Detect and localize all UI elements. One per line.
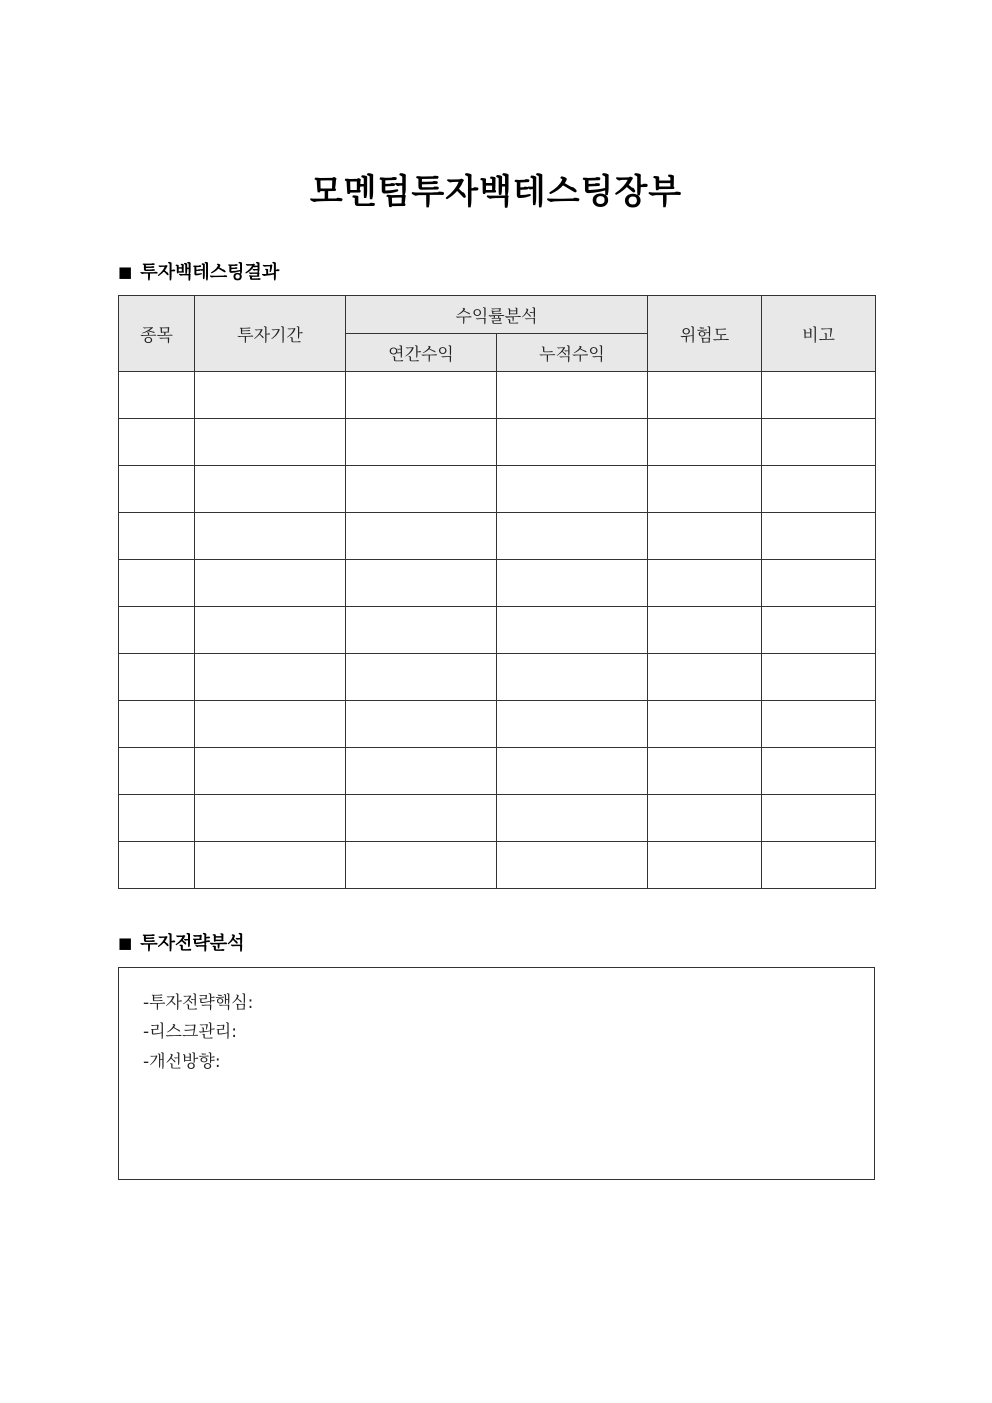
table-cell[interactable] xyxy=(497,419,648,466)
table-cell[interactable] xyxy=(648,466,762,513)
section-heading-strategy xyxy=(118,929,245,955)
table-cell[interactable] xyxy=(648,795,762,842)
table-cell[interactable] xyxy=(497,513,648,560)
table-cell[interactable] xyxy=(648,701,762,748)
note-risk-management: -리스크관리: xyxy=(143,1022,237,1042)
table-cell[interactable] xyxy=(762,654,876,701)
table-cell[interactable] xyxy=(195,795,346,842)
table-cell[interactable] xyxy=(346,466,497,513)
table-cell[interactable] xyxy=(346,748,497,795)
section-label: 투자전략분석 xyxy=(140,933,245,954)
table-cell[interactable] xyxy=(762,842,876,889)
page-title: 모멘텀투자백테스팅장부 xyxy=(309,172,683,212)
table-cell[interactable] xyxy=(195,372,346,419)
table-cell[interactable] xyxy=(648,654,762,701)
table-cell[interactable] xyxy=(497,842,648,889)
header-stock: 종목 xyxy=(119,296,195,372)
table-cell[interactable] xyxy=(648,842,762,889)
table-cell[interactable] xyxy=(497,372,648,419)
table-cell[interactable] xyxy=(762,419,876,466)
table-cell[interactable] xyxy=(195,419,346,466)
table-cell[interactable] xyxy=(346,419,497,466)
table-cell[interactable] xyxy=(648,372,762,419)
table-cell[interactable] xyxy=(195,654,346,701)
table-cell[interactable] xyxy=(762,466,876,513)
square-bullet-icon: ■ xyxy=(118,934,133,952)
table-cell[interactable] xyxy=(497,748,648,795)
table-cell[interactable] xyxy=(648,560,762,607)
table-cell[interactable] xyxy=(497,607,648,654)
table-cell[interactable] xyxy=(119,560,195,607)
header-annual-return: 연간수익 xyxy=(346,334,497,372)
table-cell[interactable] xyxy=(762,701,876,748)
square-bullet-icon: ■ xyxy=(118,263,133,281)
note-strategy-core: -투자전략핵심: xyxy=(143,993,254,1013)
table-cell[interactable] xyxy=(195,513,346,560)
table-cell[interactable] xyxy=(346,372,497,419)
table-cell[interactable] xyxy=(346,654,497,701)
table-row xyxy=(119,654,876,701)
table-row xyxy=(119,513,876,560)
section-label: 투자백테스팅결과 xyxy=(140,262,280,283)
table-cell[interactable] xyxy=(119,654,195,701)
table-cell[interactable] xyxy=(346,513,497,560)
table-cell[interactable] xyxy=(119,748,195,795)
table-row xyxy=(119,560,876,607)
table-cell[interactable] xyxy=(497,701,648,748)
table-row xyxy=(119,701,876,748)
backtest-results-table xyxy=(118,295,876,889)
table-cell[interactable] xyxy=(648,419,762,466)
table-cell[interactable] xyxy=(762,795,876,842)
table-cell[interactable] xyxy=(346,607,497,654)
section-heading-results xyxy=(118,258,279,284)
strategy-notes-box[interactable] xyxy=(118,967,875,1180)
table-row xyxy=(119,372,876,419)
table-cell[interactable] xyxy=(119,466,195,513)
table-row xyxy=(119,795,876,842)
table-cell[interactable] xyxy=(195,842,346,889)
table-cell[interactable] xyxy=(762,560,876,607)
table-row xyxy=(119,842,876,889)
note-improvement: -개선방향: xyxy=(143,1052,221,1072)
header-return-analysis: 수익률분석 xyxy=(346,296,648,334)
table-cell[interactable] xyxy=(346,795,497,842)
table-cell[interactable] xyxy=(346,560,497,607)
table-cell[interactable] xyxy=(195,701,346,748)
table-cell[interactable] xyxy=(762,372,876,419)
table-cell[interactable] xyxy=(762,513,876,560)
table-cell[interactable] xyxy=(119,795,195,842)
table-row xyxy=(119,419,876,466)
table-cell[interactable] xyxy=(119,842,195,889)
table-cell[interactable] xyxy=(195,607,346,654)
table-cell[interactable] xyxy=(195,466,346,513)
table-cell[interactable] xyxy=(119,701,195,748)
table-cell[interactable] xyxy=(762,748,876,795)
table-row xyxy=(119,607,876,654)
table-cell[interactable] xyxy=(346,701,497,748)
table-cell[interactable] xyxy=(497,560,648,607)
table-cell[interactable] xyxy=(119,607,195,654)
table-cell[interactable] xyxy=(119,419,195,466)
table-cell[interactable] xyxy=(497,466,648,513)
table-cell[interactable] xyxy=(195,748,346,795)
header-cumulative-return: 누적수익 xyxy=(497,334,648,372)
table-cell[interactable] xyxy=(119,513,195,560)
table-cell[interactable] xyxy=(346,842,497,889)
table-cell[interactable] xyxy=(648,513,762,560)
table-cell[interactable] xyxy=(119,372,195,419)
table-cell[interactable] xyxy=(648,607,762,654)
table-cell[interactable] xyxy=(195,560,346,607)
table-cell[interactable] xyxy=(762,607,876,654)
table-row xyxy=(119,748,876,795)
table-cell[interactable] xyxy=(497,654,648,701)
header-risk: 위험도 xyxy=(648,296,762,372)
table-row xyxy=(119,466,876,513)
table-cell[interactable] xyxy=(648,748,762,795)
table-cell[interactable] xyxy=(497,795,648,842)
header-remarks: 비고 xyxy=(762,296,876,372)
header-period: 투자기간 xyxy=(195,296,346,372)
